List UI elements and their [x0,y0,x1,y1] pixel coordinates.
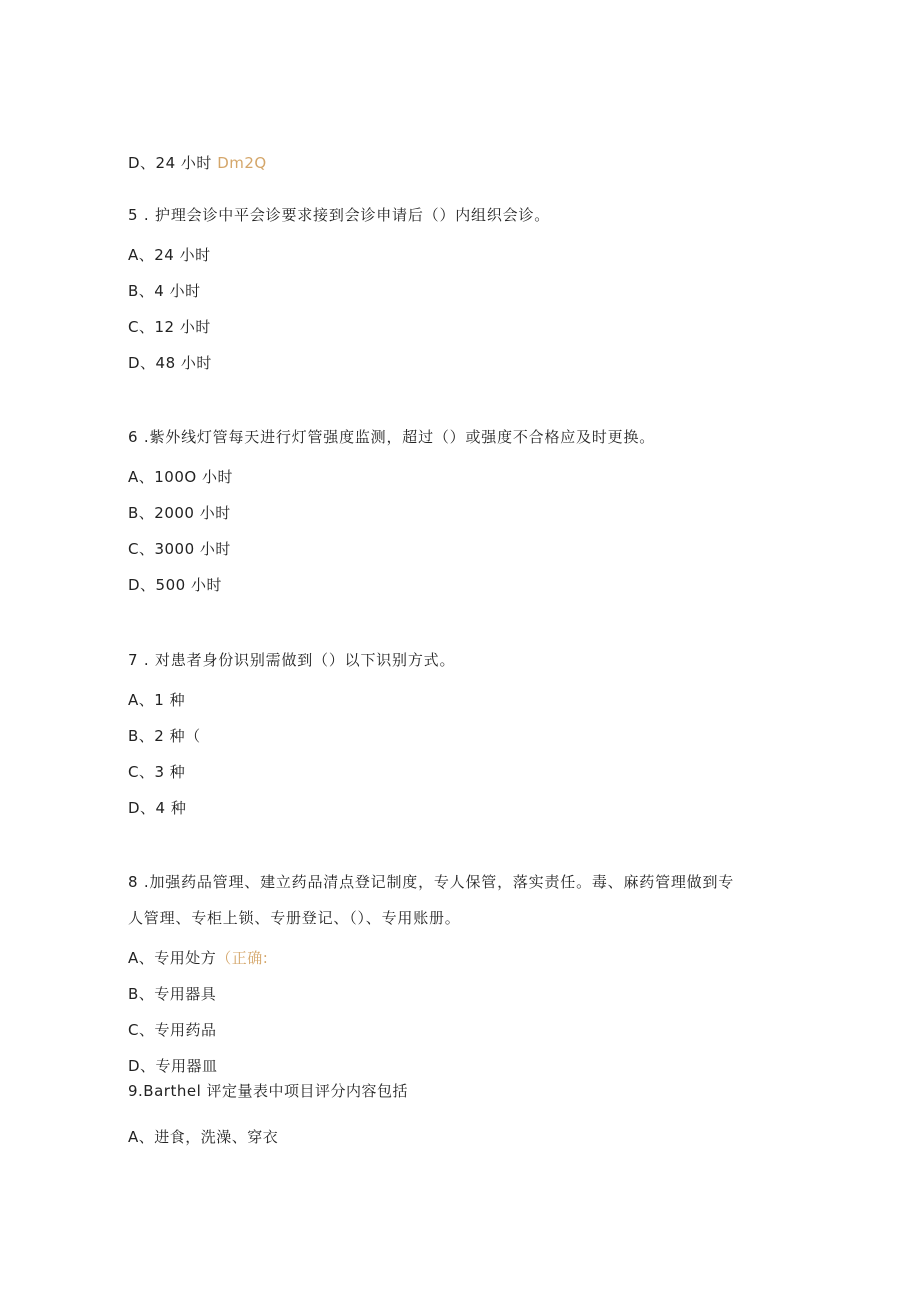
option-6-d: D、500 小时 [128,576,222,594]
option-5-a: A、24 小时 [128,246,211,264]
question-6: 6 .紫外线灯管每天进行灯管强度监测，超过（）或强度不合格应及时更换。 [128,428,656,446]
option-6-c: C、3000 小时 [128,540,231,558]
question-9: 9.Barthel 评定量表中项目评分内容包括 [128,1082,409,1100]
answer-note: （正确: [216,949,269,967]
question-7: 7 . 对患者身份识别需做到（）以下识别方式。 [128,651,456,669]
option-8-d: D、专用器皿 [128,1057,218,1075]
option-7-c: C、3 种 [128,763,186,781]
option-6-a: A、100O 小时 [128,468,233,486]
option-4-d [128,153,267,173]
question-5: 5 . 护理会诊中平会诊要求接到会诊申请后（）内组织会诊。 [128,206,551,224]
option-8-b: B、专用器具 [128,985,217,1003]
option-7-b: B、2 种（ [128,727,201,745]
question-8-line-1: 8 .加强药品管理、建立药品清点登记制度，专人保管，落实责任。毒、麻药管理做到专 [128,873,735,891]
option-7-d: D、4 种 [128,799,187,817]
option-8-a [128,948,268,968]
option-text: A、专用处方 [128,949,217,967]
option-5-c: C、12 小时 [128,318,211,336]
option-7-a: A、1 种 [128,691,186,709]
question-8-line-2: 人管理、专柜上锁、专册登记、（）、专用账册。 [128,909,461,927]
option-6-b: B、2000 小时 [128,504,231,522]
option-text: D、24 小时 [128,154,218,172]
answer-note: Dm2Q [217,154,267,172]
option-8-c: C、专用药品 [128,1021,217,1039]
option-9-a: A、进食，洗澡、穿衣 [128,1128,279,1146]
option-5-b: B、4 小时 [128,282,201,300]
option-5-d: D、48 小时 [128,354,212,372]
